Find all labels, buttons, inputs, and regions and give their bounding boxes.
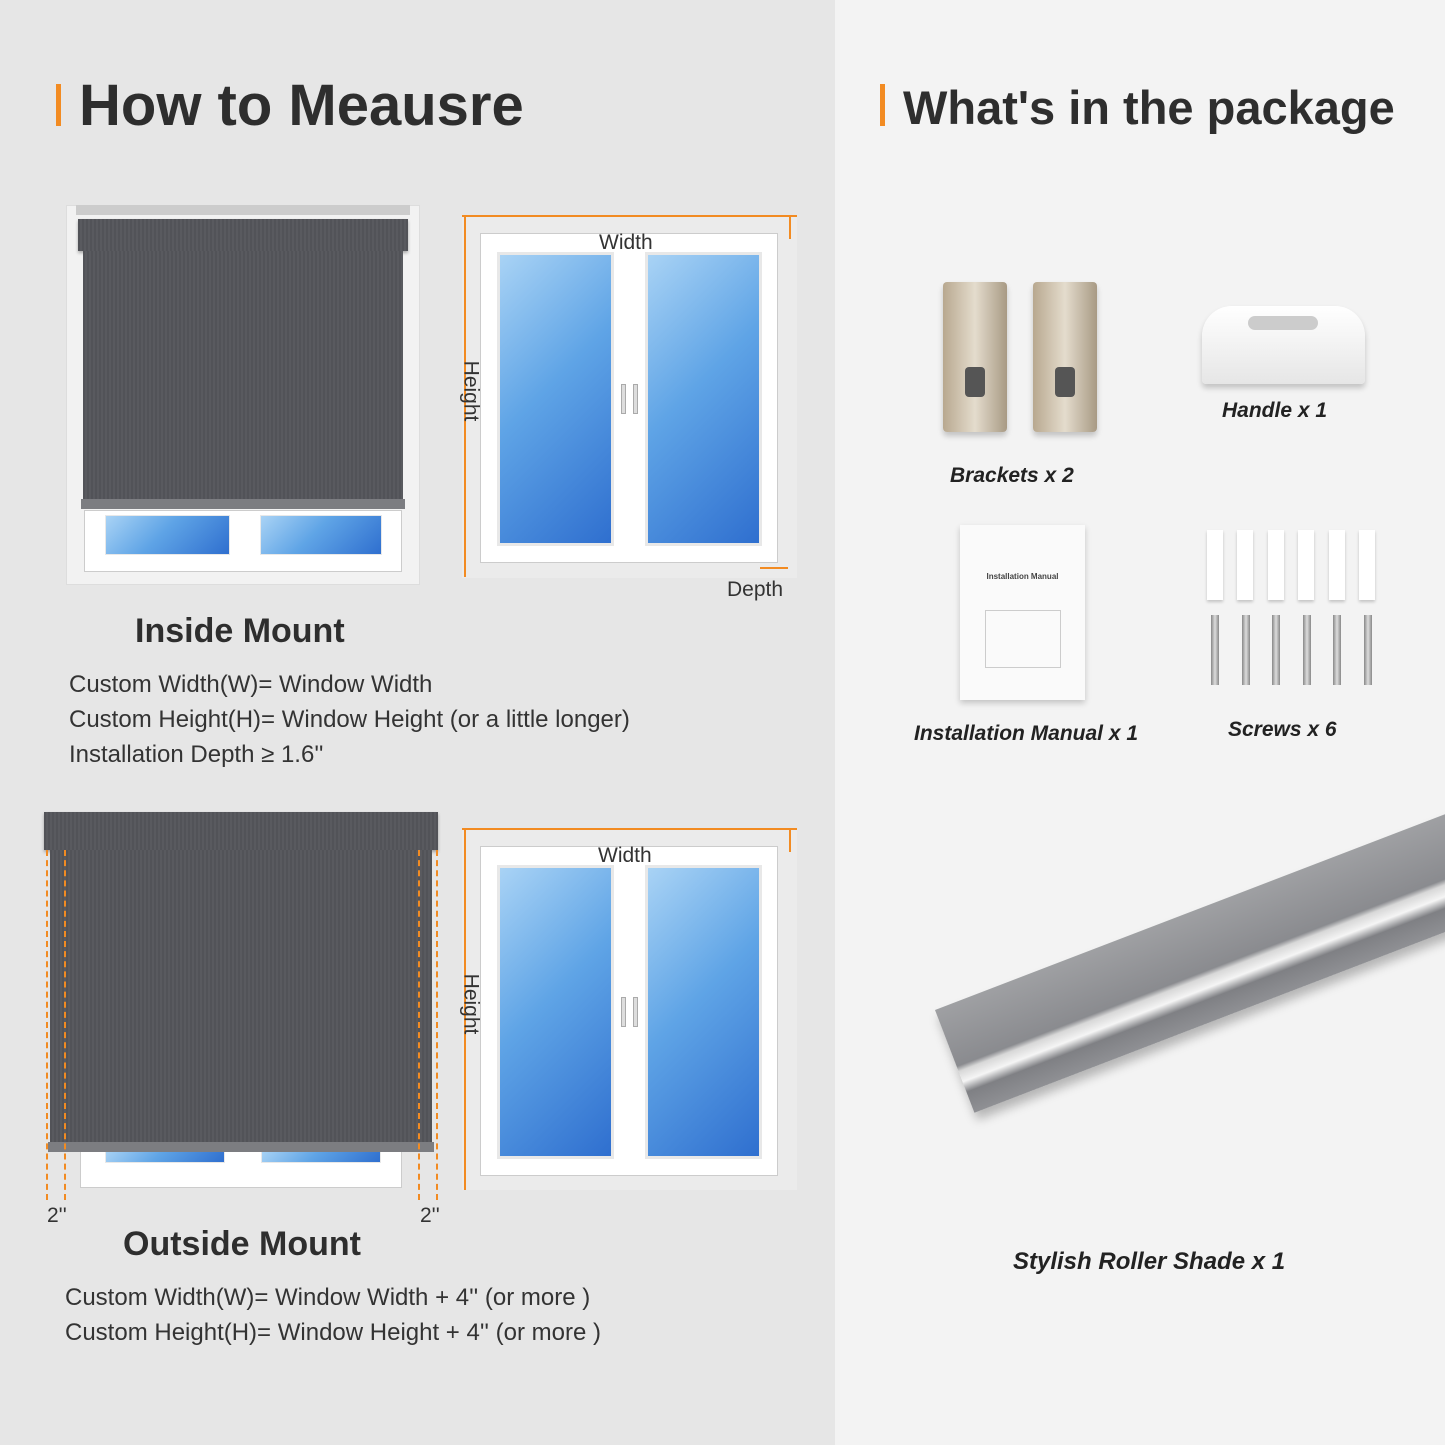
- cassette-icon: [78, 219, 408, 251]
- manual-icon: Installation Manual: [960, 525, 1085, 700]
- measure-title: How to Meausre: [79, 73, 524, 138]
- window-diagram-outside: [459, 828, 797, 1190]
- outside-height-rule: Custom Height(H)= Window Height + 4'' (or more ): [65, 1319, 602, 1346]
- screws-caption: Screws x 6: [1228, 718, 1337, 741]
- bracket-icon: [1033, 282, 1097, 432]
- right-margin-label: 2'': [420, 1204, 440, 1227]
- bracket-icon: [943, 282, 1007, 432]
- handle-icon: [1202, 306, 1365, 384]
- outside-mount-photo: [44, 812, 438, 1190]
- accent-bar: [56, 84, 61, 126]
- left-margin-label: 2'': [47, 1204, 67, 1227]
- height-label: Height: [459, 360, 483, 422]
- inside-width-rule: Custom Width(W)= Window Width: [69, 671, 433, 698]
- width-label: Width: [598, 844, 652, 867]
- package-panel: [835, 0, 1445, 1445]
- screw-icon: [1205, 530, 1380, 690]
- height-label: Height: [459, 973, 483, 1035]
- depth-label: Depth: [727, 578, 784, 601]
- inside-mount-photo: [66, 205, 420, 585]
- window-diagram-inside: [459, 215, 797, 578]
- inside-mount-heading: Inside Mount: [135, 612, 345, 650]
- inside-depth-rule: Installation Depth ≥ 1.6'': [69, 741, 324, 768]
- package-title: What's in the package: [903, 81, 1395, 134]
- accent-bar: [880, 84, 885, 126]
- roller-shade-icon: [935, 795, 1445, 1113]
- outside-width-rule: Custom Width(W)= Window Width + 4'' (or more ): [65, 1284, 591, 1311]
- manual-caption: Installation Manual x 1: [914, 722, 1139, 745]
- roller-shade-caption: Stylish Roller Shade x 1: [1013, 1248, 1286, 1275]
- inside-height-rule: Custom Height(H)= Window Height (or a little longer): [69, 706, 630, 733]
- handle-caption: Handle x 1: [1222, 399, 1328, 422]
- outside-mount-heading: Outside Mount: [123, 1225, 361, 1263]
- brackets-caption: Brackets x 2: [950, 464, 1074, 487]
- width-label: Width: [599, 231, 653, 254]
